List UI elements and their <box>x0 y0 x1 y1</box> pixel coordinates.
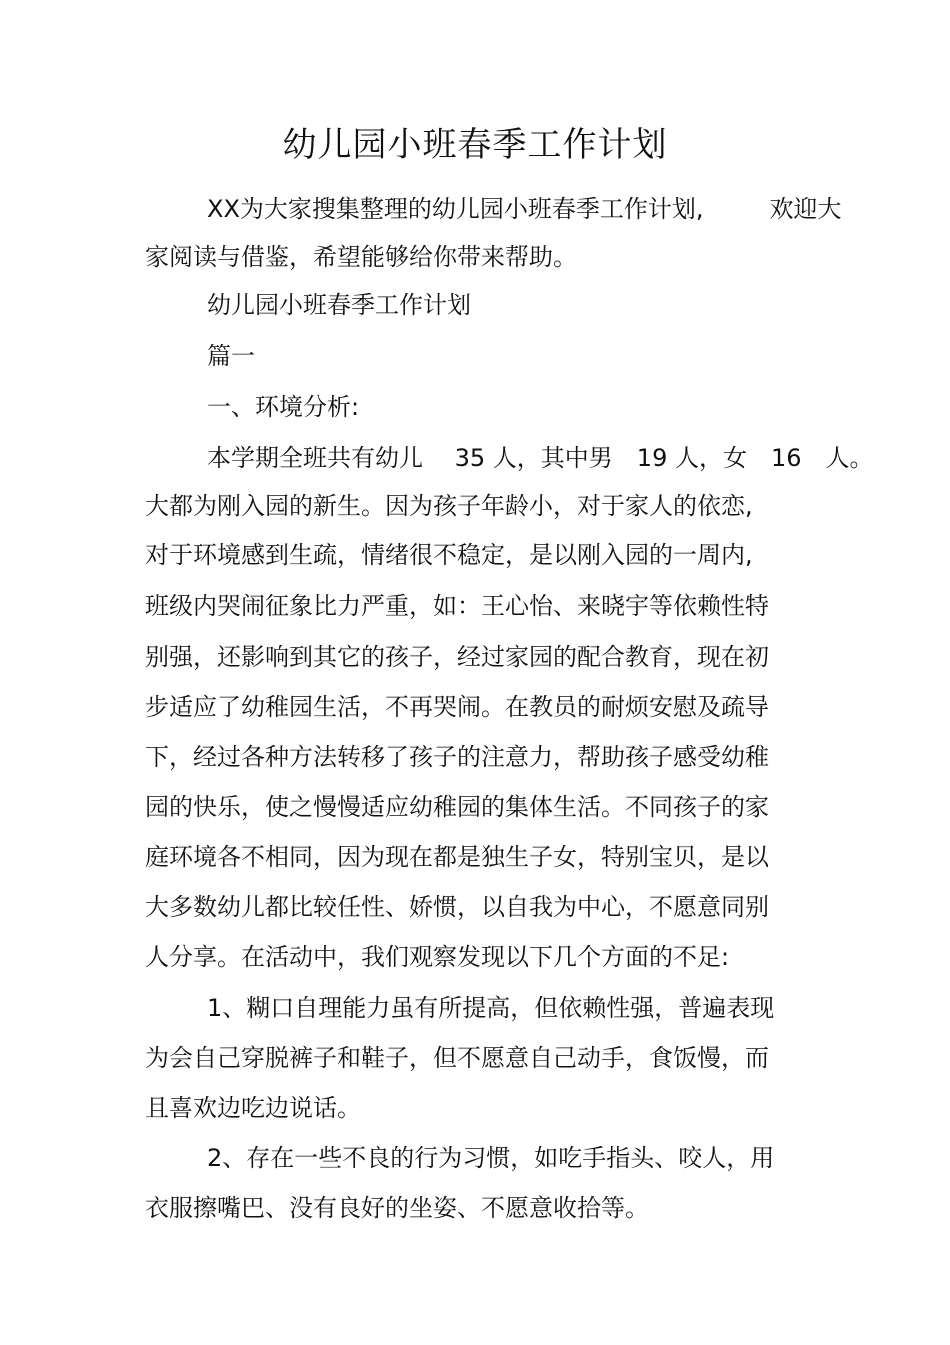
paragraph-line: 大都为刚入园的新生。因为孩子年龄小，对于家人的依恋, <box>145 492 753 520</box>
paragraph-line: 人分享。在活动中，我们观察发现以下几个方面的不足: <box>145 943 730 971</box>
list-item-line: 且喜欢边吃边说话。 <box>145 1094 361 1122</box>
list-item-line: 1、糊口自理能力虽有所提高，但依赖性强，普遍表现 <box>207 994 775 1022</box>
list-item-line: 为会自己穿脱裤子和鞋子，但不愿意自己动手，食饭慢，而 <box>145 1044 769 1072</box>
section-heading: 一、环境分析: <box>207 393 360 421</box>
paragraph-line: 步适应了幼稚园生活，不再哭闹。在教员的耐烦安慰及疏导 <box>145 693 769 721</box>
part-label: 篇一 <box>207 342 255 370</box>
intro-line-1 <box>207 192 842 226</box>
list-item-line: 衣服擦嘴巴、没有良好的坐姿、不愿意收拾等。 <box>145 1194 649 1222</box>
paragraph-line: 庭环境各不相同，因为现在都是独生子女，特别宝贝，是以 <box>145 843 769 871</box>
list-item-line: 2、存在一些不良的行为习惯，如吃手指头、咬人，用 <box>207 1144 775 1172</box>
paragraph-line: 对于环境感到生疏，情绪很不稳定，是以刚入园的一周内, <box>145 541 753 569</box>
paragraph-line: 园的快乐，使之慢慢适应幼稚园的集体生活。不同孩子的家 <box>145 793 769 821</box>
page-title: 幼儿园小班春季工作计划 <box>282 125 668 165</box>
intro-line-2: 家阅读与借鉴，希望能够给你带来帮助。 <box>145 243 577 271</box>
paragraph-line: 班级内哭闹征象比力严重，如：王心怡、来晓宇等依赖性特 <box>145 592 769 620</box>
paragraph-line: 本学期全班共有幼儿 35 人，其中男 19 人，女 16 人。 <box>207 444 874 472</box>
subtitle: 幼儿园小班春季工作计划 <box>207 291 471 319</box>
paragraph-line: 下，经过各种方法转移了孩子的注意力，帮助孩子感受幼稚 <box>145 743 769 771</box>
intro-text-a: XX为大家搜集整理的幼儿园小班春季工作计划, <box>207 195 704 223</box>
intro-text-b: 欢迎大 <box>769 195 842 223</box>
paragraph-line: 大多数幼儿都比较任性、娇惯，以自我为中心，不愿意同别 <box>145 893 769 921</box>
paragraph-line: 别强，还影响到其它的孩子，经过家园的配合教育，现在初 <box>145 643 769 671</box>
